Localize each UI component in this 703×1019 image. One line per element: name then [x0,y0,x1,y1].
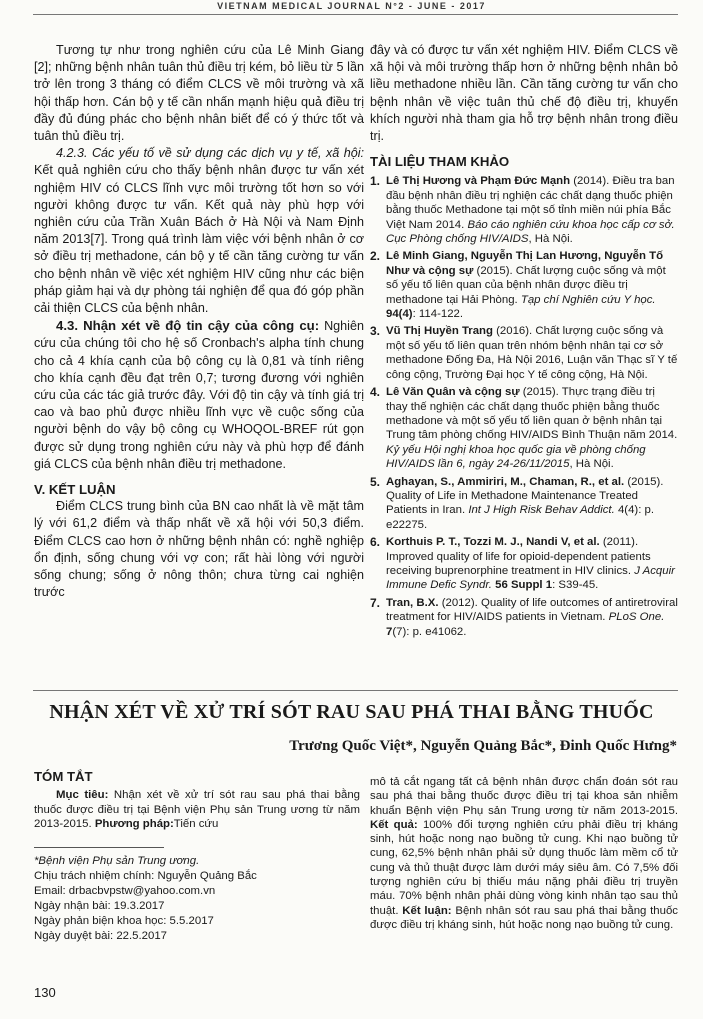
section-heading: V. KẾT LUẬN [34,482,116,498]
paragraph [34,145,364,317]
abstract-left [34,770,360,944]
abstract-heading: TÓM TẮT [34,769,93,784]
reference-number: 1. [370,174,381,189]
reference-text: Tran, B.X. (2012). Quality of life outcomes of antiretroviral treatment for HIV/AIDS patients in Vietnam. PLoS One. 7(7): p. e41062. [386,596,678,638]
conclusion-text: Bệnh nhân sót rau sau phá thai bằng thuốc được điều trị kháng sinh, hút hoặc nong nạo buồng tử cung. [370,904,678,931]
reference-number: 3. [370,324,381,339]
paragraph: đây và có được tư vấn xét nghiệm HIV. Điểm CLCS về xã hội và môi trường thấp hơn ở những bệnh nhân bỏ liều methadone nhiều lần. Cần tăng cường tư vấn cho bệnh nhân về việc tuân thủ chế độ điều trị, khuyến khích người nhà tham gia hỗ trợ bệnh nhân trong điều trị. [370,43,678,144]
reference-number: 4. [370,385,381,400]
reference-item [370,385,678,471]
reference-item [370,249,678,321]
reference-number: 2. [370,249,381,264]
paragraph-text: Kết quả nghiên cứu cho thấy bệnh nhân được tư vấn xét nghiệm HIV có CLCS lĩnh vực môi trường tốt hơn so với người không được tư vấn. Kết quả này phù hợp với nghiên cứu của Trần Xuân Bách ở Hà Nội và Nam Định năm 2013[7]. Trong quá trình làm việc với bệnh nhân ở cơ sở điều trị methadone, cán bộ y tế cần tăng cường tư vấn cho bệnh nhân về việc xét nghiệm HIV cũng như các biện pháp giảm hại và dự phòng tái nghiện để qua đó góp phần cải thiện CLCS của bệnh nhân. [34,163,364,316]
article-title: NHẬN XÉT VỀ XỬ TRÍ SÓT RAU SAU PHÁ THAI BẰNG THUỐC [49,701,654,723]
subsection-title: 4.2.3. Các yếu tố về sử dụng các dịch vụ y tế, xã hội: [56,146,364,161]
reference-item [370,596,678,639]
reference-text: Lê Minh Giang, Nguyễn Thị Lan Hương, Nguyễn Tố Như và cộng sự (2015). Chất lượng cuộc sống và một số yếu tố liên quan của bệnh nhân được điều trị methadone tại Hải Phòng. Tạp chí Nghiên cứu Y học. 94(4): 114-122. [386,250,666,321]
paragraph: Điểm CLCS trung bình của BN cao nhất là về mặt tâm lý với 61,2 điểm và thấp nhất về xã hội với 50,3 điểm. Điểm CLCS cao hơn ở những bệnh nhân có: nghề nghiệp ổn định, sống chung với vợ con; rất hài lòng với người sống chung; sống ở nông thôn; chưa từng cai nghiện trước [34,499,364,600]
right-column [370,42,678,642]
paragraph: Tương tự như trong nghiên cứu của Lê Minh Giang [2]; những bệnh nhân tuân thủ điều trị kém, bỏ liều từ 5 lần trở lên trong 3 tháng có điểm CLCS về môi trường và xã hội thấp hơn. Cán bộ y tế cần nhấn mạnh hiệu quả điều trị đầy đủ đúng phác cho bệnh nhân biết để có ý thức tốt và tuân thủ điều trị. [34,43,364,144]
method-label: Phương pháp: [94,817,174,830]
authors: Trương Quốc Việt*, Nguyễn Quảng Bắc*, Đinh Quốc Hưng* [289,738,677,754]
footnote: Ngày duyệt bài: 22.5.2017 [34,930,167,943]
reference-text: Vũ Thị Huyền Trang (2016). Chất lượng cuộc sống và một số yếu tố liên quan trên nhóm bệnh nhân tại cơ sở methadone Đống Đa, Hà Nội 2016, Luận văn Thạc sĩ Y tế công cộng, Trường Đại học Y tế công cộng, Hà Nội. [386,325,678,381]
page-number: 130 [34,985,56,1000]
method-text-start: Tiến cứu [173,817,219,830]
reference-item [370,475,678,533]
abstract-right [370,775,678,932]
reference-text: Korthuis P. T., Tozzi M. J., Nandi V, et al. (2011). Improved quality of life for opioid-dependent patients receiving buprenorphine treatment in HIV clinics. J Acquir Immune Defic Syndr. 56 Suppl 1: S39-45. [386,536,675,592]
reference-item [370,535,678,593]
section-heading: 4.3. Nhận xét về độ tin cậy của công cụ: [56,318,320,334]
method-text-rest: mô tả cắt ngang tất cả bệnh nhân được chẩn đoán sót rau sau phá thai bằng thuốc được điều trị tại khoa sản nhiễm khuẩn Bệnh viện Phụ sản Trung ương từ năm 2013-2015. [370,776,678,817]
footnote: Chịu trách nhiệm chính: Nguyễn Quảng Bắc [34,870,257,883]
footnote: *Bệnh viện Phụ sản Trung ương. [34,855,200,868]
reference-number: 7. [370,595,381,610]
left-column [34,42,364,602]
reference-item [370,324,678,382]
reference-text: Lê Thị Hương và Phạm Đức Mạnh (2014). Điều tra ban đầu bệnh nhân điều trị nghiện các chất dạng thuốc phiện bằng thuốc Methadone tại một số tỉnh miền núi phía Bắc Việt Nam 2014. Báo cáo nghiên cứu khoa học cấp cơ sở. Cục Phòng chống HIV/AIDS, Hà Nội. [386,175,675,246]
footnote: Ngày phản biện khoa học: 5.5.2017 [34,915,214,928]
reference-item [370,174,678,246]
abstract-text [34,788,360,831]
paragraph-text: Nghiên cứu của chúng tôi cho hệ số Cronbach's alpha tính chung cho cả 4 khía cạnh của bộ công cụ là 0,81 và tính riêng cho khía cạnh đều đạt trên 0,7; tương đương với nghiên cứu của các tác giả trước đây. Với độ tin cậy và tính giá trị cao và bao phủ được nhiều lĩnh vực về cuộc sống của người bệnh do vậy bộ công cụ WHOQOL-BREF rút gọn được sử dụng trong nghiên cứu này và phù hợp để đánh giá CLCS của bệnh nhân điều trị methadone. [34,319,364,471]
reference-number: 5. [370,474,381,489]
journal-header: VIETNAM MEDICAL JOURNAL N°2 - JUNE - 2017 [217,1,486,11]
objective-label: Mục tiêu: [56,789,109,802]
footnote: Ngày nhận bài: 19.3.2017 [34,900,165,913]
references-list [370,174,678,639]
section-rule [33,690,678,691]
reference-number: 6. [370,535,381,550]
footnote: Email: drbacbvpstw@yahoo.com.vn [34,885,216,898]
reference-text: Aghayan, S., Ammiriri, M., Chaman, R., et al. (2015). Quality of Life in Methadone Maintenance Treated Patients in Iran. Int J High Risk Behav Addict. 4(4): p. e22275. [386,475,664,531]
conclusion-label: Kết luận: [402,904,452,917]
footnote-rule [34,847,164,848]
paragraph [34,317,364,473]
result-label: Kết quả: [370,818,418,831]
objective-text: Nhận xét về xử trí sót rau sau phá thai bằng thuốc được điều trị tại Bệnh viện Phụ sản Trung ương từ năm 2013-2015. [34,789,360,830]
references-heading: TÀI LIỆU THAM KHẢO [370,154,510,170]
reference-text: Lê Văn Quân và cộng sự (2015). Thực trạng điều trị thay thế nghiện các chất dạng thuốc phiện bằng thuốc methadone và một số yếu tố liên quan ở bệnh nhân tại Trung tâm phòng chống HIV/AIDS Bình Thuận năm 2014. Kỷ yếu Hội nghị khoa học quốc gia về phòng chống HIV/AIDS lần 6, ngày 24-26/11/2015, Hà Nội. [386,386,678,471]
header-rule [33,14,678,15]
result-text: 100% đối tượng nghiên cứu phải điều trị kháng sinh, hút hoặc nong nạo buồng tử cung. Khi nạo buồng tử cung, 62,5% bệnh nhân phải sử dụng thuốc làm mềm cổ tử cung và thủ thuật được làm dưới máy siêu âm. Có 7,5% đối tượng nghiên cứu bị thiếu máu nặng phải điều trị truyền máu. 70% bệnh nhân phải dùng vòng kinh nhân tạo sau thủ thuật. [370,818,678,917]
